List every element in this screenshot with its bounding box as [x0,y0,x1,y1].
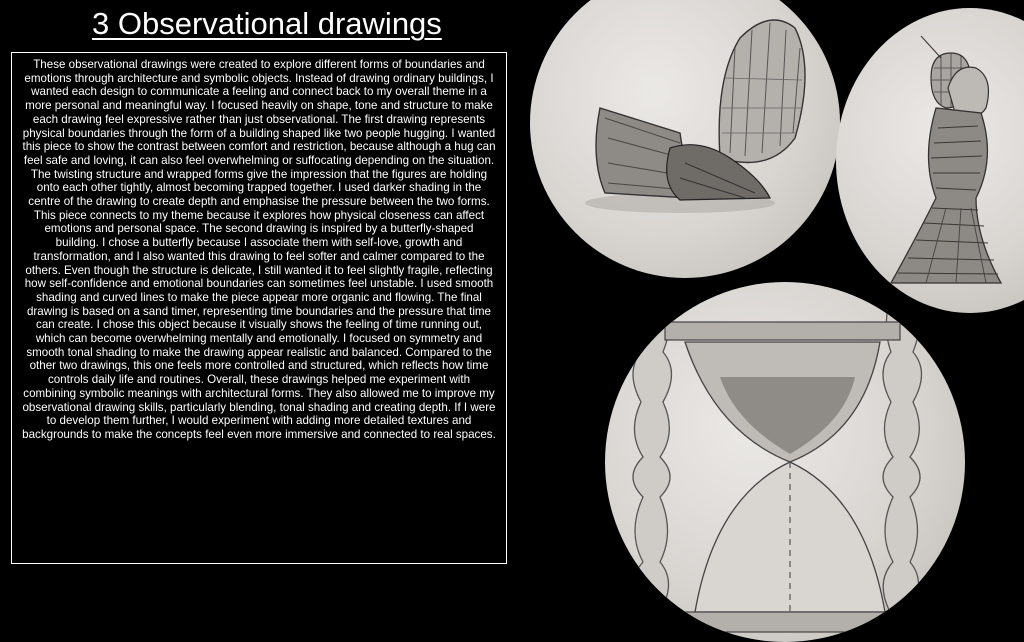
description-text: These observational drawings were created to explore different forms of boundaries and emotions through architecture and symbolic objects. Instead of drawing ordinary buildings, I wanted each design to communicate a feeling and connect back to my overall theme in a more personal and meaningful way. I focused heavily on shape, tone and structure to make each drawing feel expressive rather than just observational. The first drawing represents physical boundaries through the form of a building shaped like two people hugging. I wanted this piece to show the contrast between comfort and restriction, because although a hug can feel safe and loving, it can also feel overwhelming or suffocating depending on the situation. The twisting structure and wrapped forms give the impression that the figures are holding onto each other tightly, almost becoming trapped together. I used darker shading in the centre of the drawing to create depth and emphasise the pressure between the two forms. This piece connects to my theme because it explores how physical closeness can affect emotions and personal space. The second drawing is inspired by a butterfly-shaped building. I chose a butterfly because I associate them with self-love, growth and transformation, and I also wanted this drawing to feel softer and calmer compared to the others. Even though the structure is delicate, I still wanted it to feel slightly fragile, reflecting how self-confidence and emotional boundaries can sometimes feel unstable. I used smooth shading and curved lines to make the piece appear more organic and flowing. The final drawing is based on a sand timer, representing time boundaries and the pressure that time can create. I chose this object because it visually shows the feeling of time running out, which can become overwhelming mentally and emotionally. I focused on symmetry and smooth tonal shading to make the drawing appear realistic and balanced. Compared to the other two drawings, this one feels more controlled and structured, which reflects how time controls daily life and routines. Overall, these drawings helped me experiment with combining symbolic meanings with architectural forms. They also allowed me to improve my observational drawing skills, particularly blending, tonal shading and creating depth. If I were to develop them further, I would experiment with adding more detailed textures and backgrounds to make the concepts feel even more immersive and connected to real spaces. [11,52,507,564]
sand-timer-drawing [605,282,965,642]
butterfly-building-drawing [530,0,840,278]
hugging-figures-drawing [836,8,1024,313]
slide-title: 3 Observational drawings [92,6,442,41]
